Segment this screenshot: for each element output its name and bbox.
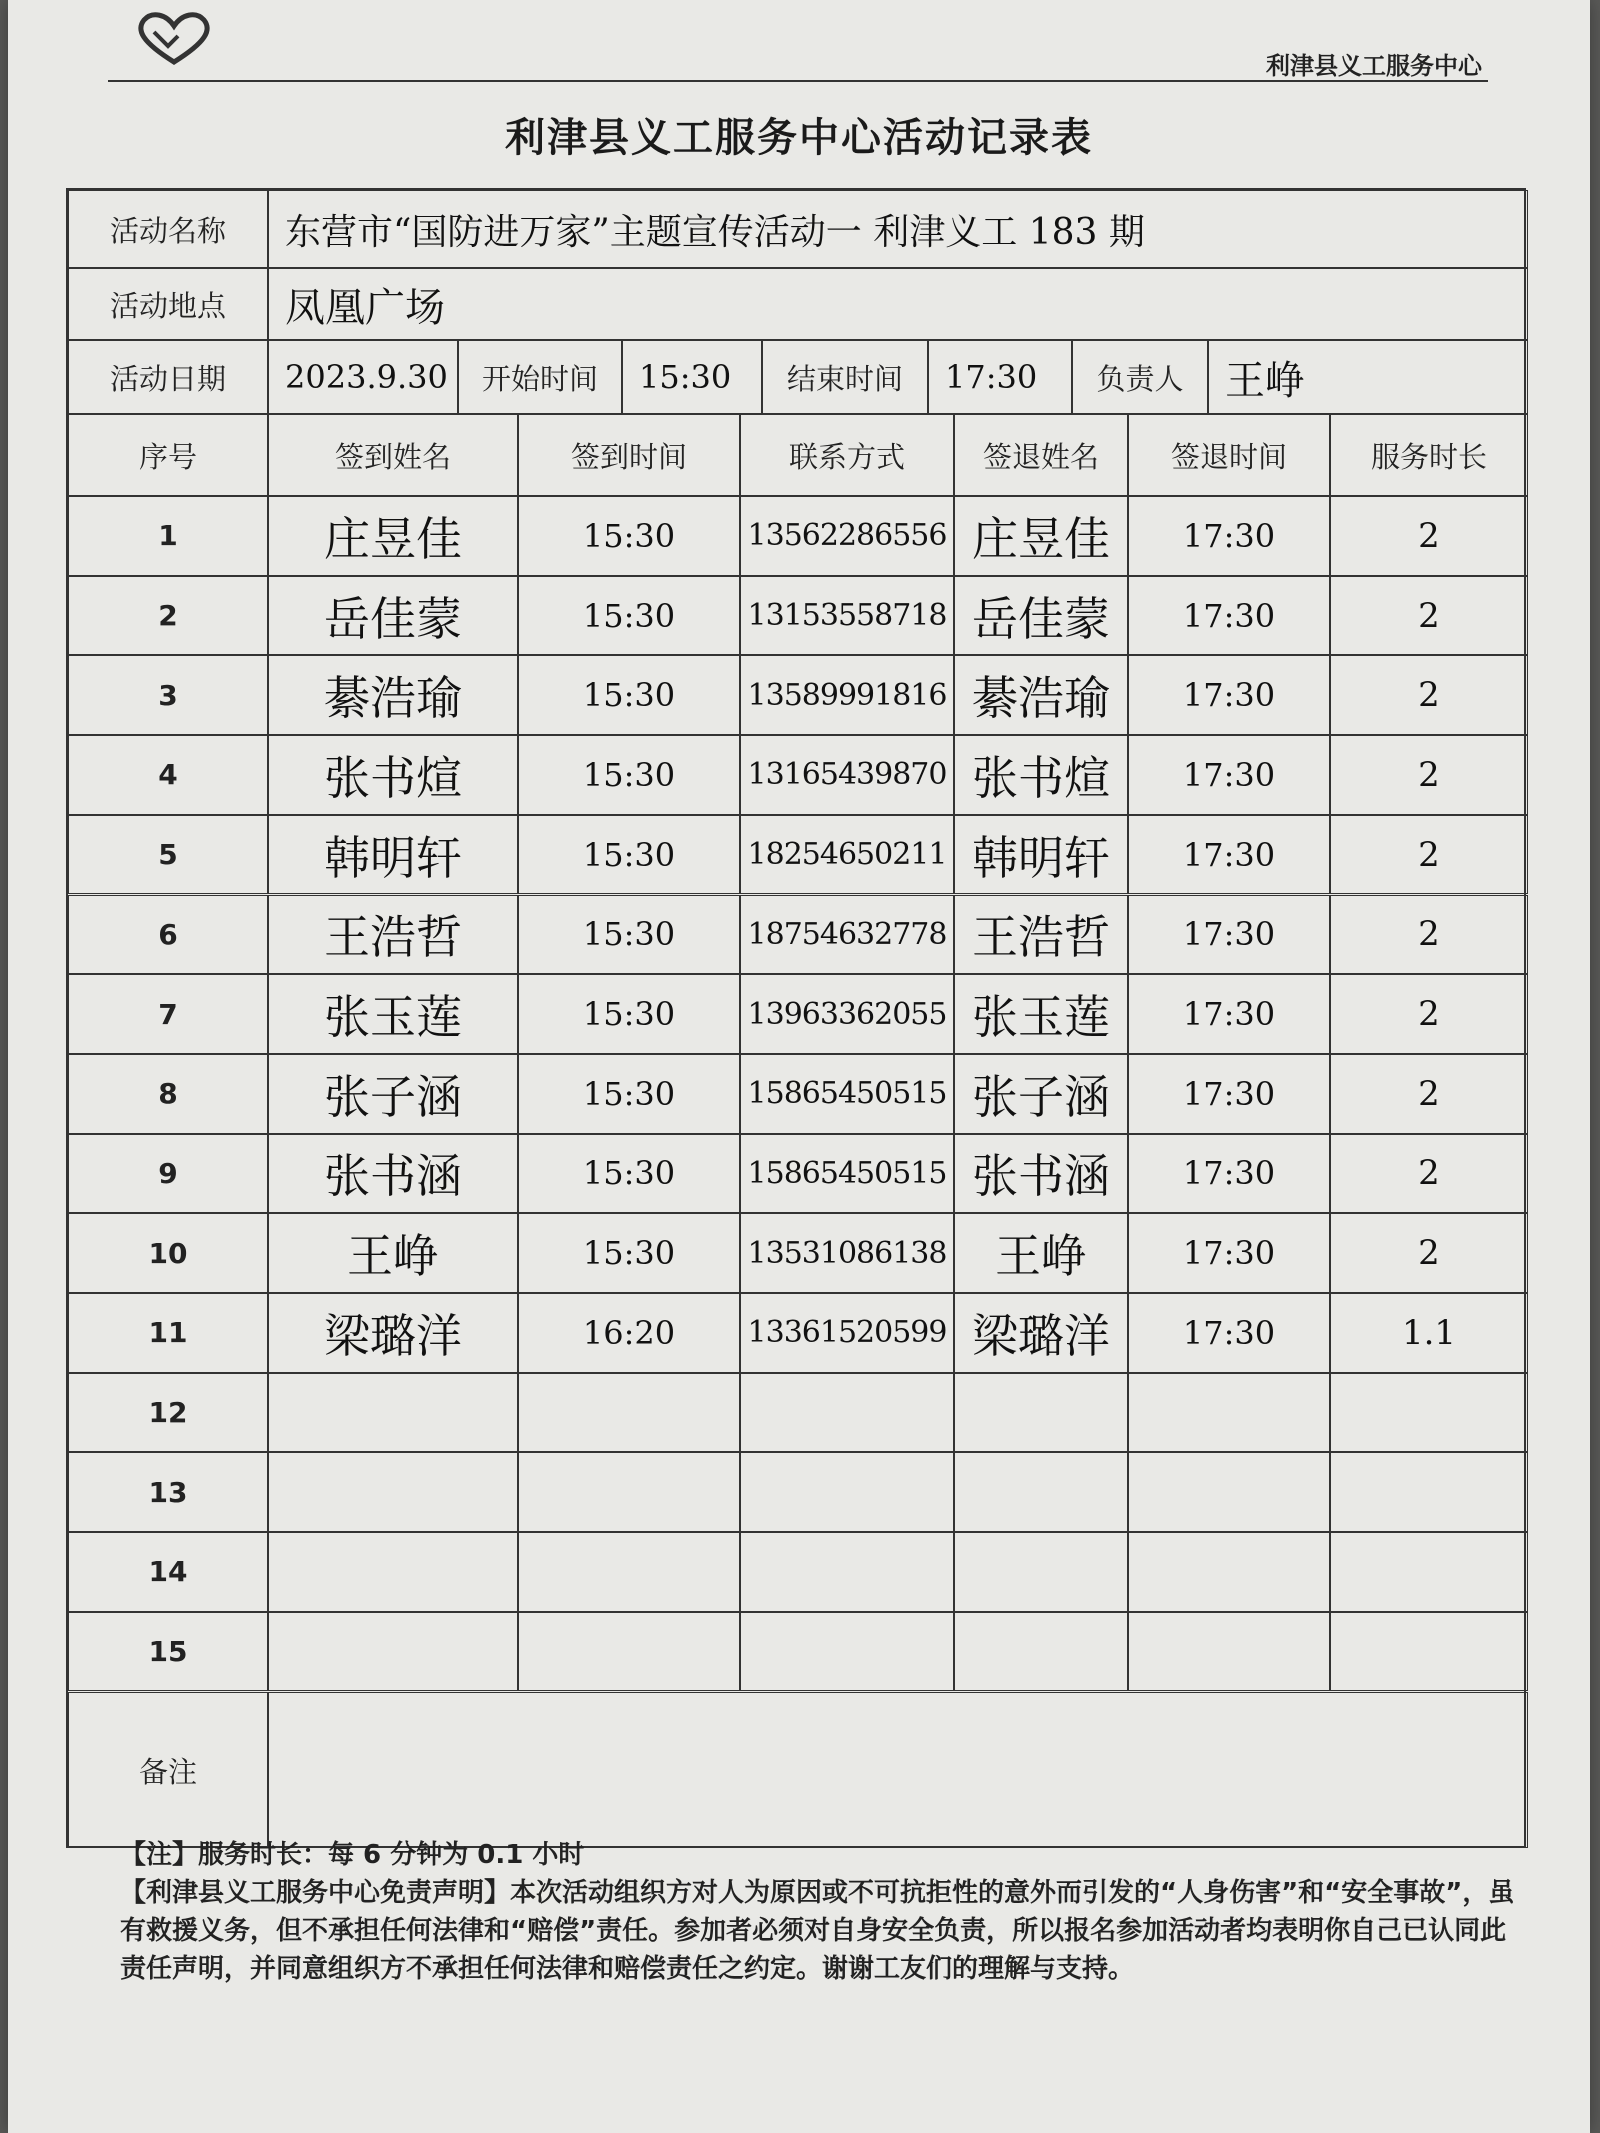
signin-name: 庄昱佳 — [268, 496, 518, 576]
col-header-no: 序号 — [68, 414, 268, 496]
row-number: 3 — [68, 655, 268, 735]
service-duration: 2 — [1330, 1213, 1528, 1293]
col-header-signin-name: 签到姓名 — [268, 414, 518, 496]
signout-time: 17:30 — [1128, 655, 1330, 735]
header-divider — [108, 80, 1488, 82]
signout-name: 綦浩瑜 — [954, 655, 1128, 735]
signin-name: 王浩哲 — [268, 895, 518, 975]
row-number: 14 — [68, 1532, 268, 1612]
signin-name: 梁璐洋 — [268, 1293, 518, 1373]
signout-name: 韩明轩 — [954, 815, 1128, 895]
signin-name: 张子涵 — [268, 1054, 518, 1134]
signin-time: 15:30 — [518, 735, 740, 815]
signin-time: 15:30 — [518, 655, 740, 735]
row-number: 10 — [68, 1213, 268, 1293]
signout-time: 17:30 — [1128, 1213, 1330, 1293]
row-number: 11 — [68, 1293, 268, 1373]
contact-phone — [740, 1452, 954, 1532]
signin-name: 王峥 — [268, 1213, 518, 1293]
start-time-value: 15:30 — [622, 340, 762, 414]
col-header-signin-time: 签到时间 — [518, 414, 740, 496]
service-duration-note: 【注】服务时长：每 6 分钟为 0.1 小时 — [120, 1840, 585, 1870]
contact-phone: 13153558718 — [740, 576, 954, 656]
signout-time: 17:30 — [1128, 1054, 1330, 1134]
signout-name: 梁璐洋 — [954, 1293, 1128, 1373]
signout-name — [954, 1452, 1128, 1532]
row-number: 5 — [68, 815, 268, 895]
record-sheet — [8, 0, 1590, 2133]
signin-time: 15:30 — [518, 1054, 740, 1134]
service-duration: 1.1 — [1330, 1293, 1528, 1373]
contact-phone: 18754632778 — [740, 895, 954, 975]
end-time-label: 结束时间 — [762, 340, 928, 414]
heart-hand-volunteer-logo — [132, 8, 216, 70]
disclaimer-text: 【利津县义工服务中心免责声明】本次活动组织方对人为原因或不可抗拒性的意外而引发的“人身伤害”和“安全事故”，虽有救援义务，但不承担任何法律和“赔偿”责任。参加者必须对自身安全负责，所以报名参加活动者均表明你自己已认同此责任声明，并同意组织方不承担任何法律和赔偿责任之约定。谢谢工友们的理解与支持。 — [120, 1878, 1515, 1984]
row-number: 4 — [68, 735, 268, 815]
contact-phone: 15865450515 — [740, 1054, 954, 1134]
signout-time — [1128, 1612, 1330, 1692]
signout-name — [954, 1532, 1128, 1612]
signin-time: 16:20 — [518, 1293, 740, 1373]
signout-time: 17:30 — [1128, 1134, 1330, 1214]
signin-name — [268, 1532, 518, 1612]
row-number: 6 — [68, 895, 268, 975]
location-value: 凤凰广场 — [268, 268, 1528, 340]
signin-name: 张书煊 — [268, 735, 518, 815]
date-label: 活动日期 — [68, 340, 268, 414]
page-title: 利津县义工服务中心活动记录表 — [505, 115, 1093, 161]
signin-time — [518, 1532, 740, 1612]
contact-phone — [740, 1612, 954, 1692]
signin-name — [268, 1612, 518, 1692]
start-time-label: 开始时间 — [458, 340, 622, 414]
signin-time — [518, 1452, 740, 1532]
row-number: 12 — [68, 1373, 268, 1453]
header-org-name: 利津县义工服务中心 — [1266, 52, 1482, 80]
remarks-label: 备注 — [68, 1692, 268, 1848]
service-duration: 2 — [1330, 815, 1528, 895]
signout-name: 王峥 — [954, 1213, 1128, 1293]
signout-name: 庄昱佳 — [954, 496, 1128, 576]
signin-time: 15:30 — [518, 895, 740, 975]
signin-time: 15:30 — [518, 1134, 740, 1214]
service-duration: 2 — [1330, 1054, 1528, 1134]
service-duration — [1330, 1452, 1528, 1532]
service-duration: 2 — [1330, 735, 1528, 815]
location-label: 活动地点 — [68, 268, 268, 340]
signout-name: 张书煊 — [954, 735, 1128, 815]
signin-name: 韩明轩 — [268, 815, 518, 895]
contact-phone — [740, 1532, 954, 1612]
service-duration: 2 — [1330, 1134, 1528, 1214]
col-header-duration: 服务时长 — [1330, 414, 1528, 496]
contact-phone: 13165439870 — [740, 735, 954, 815]
contact-phone: 15865450515 — [740, 1134, 954, 1214]
leader-label: 负责人 — [1072, 340, 1208, 414]
contact-phone: 13589991816 — [740, 655, 954, 735]
col-header-signout-time: 签退时间 — [1128, 414, 1330, 496]
signout-name — [954, 1373, 1128, 1453]
signout-time: 17:30 — [1128, 496, 1330, 576]
signout-time: 17:30 — [1128, 735, 1330, 815]
signin-name — [268, 1373, 518, 1453]
activity-name-value: 东营市“国防进万家”主题宣传活动一 利津义工 183 期 — [268, 190, 1528, 268]
contact-phone: 13531086138 — [740, 1213, 954, 1293]
signin-name: 岳佳蒙 — [268, 576, 518, 656]
signin-time — [518, 1373, 740, 1453]
signin-time: 15:30 — [518, 576, 740, 656]
col-header-contact: 联系方式 — [740, 414, 954, 496]
contact-phone — [740, 1373, 954, 1453]
signin-name: 綦浩瑜 — [268, 655, 518, 735]
signout-time: 17:30 — [1128, 815, 1330, 895]
row-number: 8 — [68, 1054, 268, 1134]
row-number: 9 — [68, 1134, 268, 1214]
remarks-value — [268, 1692, 1528, 1848]
activity-name-label: 活动名称 — [68, 190, 268, 268]
signout-time — [1128, 1452, 1330, 1532]
footer-notes — [120, 1836, 1520, 1988]
signout-name: 张子涵 — [954, 1054, 1128, 1134]
signout-name: 张玉莲 — [954, 974, 1128, 1054]
row-number: 7 — [68, 974, 268, 1054]
row-number: 1 — [68, 496, 268, 576]
service-duration: 2 — [1330, 576, 1528, 656]
signout-time: 17:30 — [1128, 1293, 1330, 1373]
signin-time: 15:30 — [518, 815, 740, 895]
row-number: 13 — [68, 1452, 268, 1532]
contact-phone: 13361520599 — [740, 1293, 954, 1373]
signout-time — [1128, 1532, 1330, 1612]
service-duration — [1330, 1532, 1528, 1612]
contact-phone: 18254650211 — [740, 815, 954, 895]
signin-name: 张玉莲 — [268, 974, 518, 1054]
activity-record-form — [66, 188, 1526, 1848]
signout-name: 王浩哲 — [954, 895, 1128, 975]
end-time-value: 17:30 — [928, 340, 1072, 414]
signout-name — [954, 1612, 1128, 1692]
contact-phone: 13963362055 — [740, 974, 954, 1054]
signout-name: 岳佳蒙 — [954, 576, 1128, 656]
service-duration: 2 — [1330, 974, 1528, 1054]
service-duration: 2 — [1330, 655, 1528, 735]
signout-time: 17:30 — [1128, 576, 1330, 656]
signin-time: 15:30 — [518, 974, 740, 1054]
signout-time: 17:30 — [1128, 895, 1330, 975]
signout-time: 17:30 — [1128, 974, 1330, 1054]
date-value: 2023.9.30 — [268, 340, 458, 414]
signin-name: 张书涵 — [268, 1134, 518, 1214]
signin-time — [518, 1612, 740, 1692]
row-number: 15 — [68, 1612, 268, 1692]
service-duration — [1330, 1373, 1528, 1453]
row-number: 2 — [68, 576, 268, 656]
contact-phone: 13562286556 — [740, 496, 954, 576]
signout-time — [1128, 1373, 1330, 1453]
signin-time: 15:30 — [518, 496, 740, 576]
leader-value: 王峥 — [1208, 340, 1528, 414]
col-header-signout-name: 签退姓名 — [954, 414, 1128, 496]
service-duration: 2 — [1330, 895, 1528, 975]
signout-name: 张书涵 — [954, 1134, 1128, 1214]
service-duration: 2 — [1330, 496, 1528, 576]
signin-name — [268, 1452, 518, 1532]
signin-time: 15:30 — [518, 1213, 740, 1293]
service-duration — [1330, 1612, 1528, 1692]
